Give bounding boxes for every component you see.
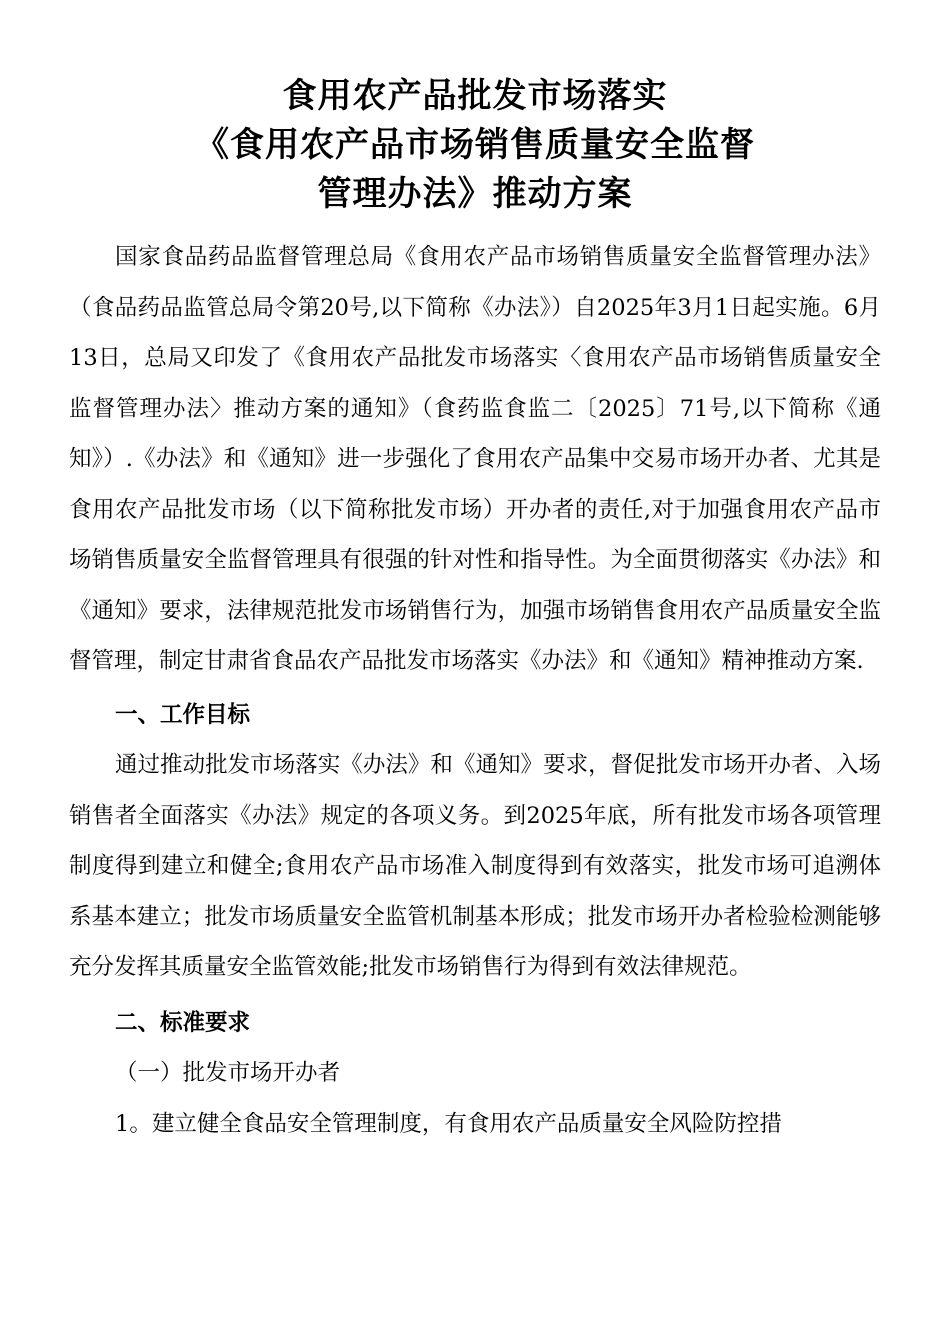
document-title <box>60 72 890 219</box>
title-line-1: 食用农产品批发市场落实 <box>282 76 668 116</box>
document-body <box>69 232 881 1149</box>
title-line-3: 管理办法》推动方案 <box>317 174 633 214</box>
list-item-1: 1。建立健全食品安全管理制度，有食用农产品质量安全风险防控措 <box>115 1110 782 1137</box>
subsection-heading-market-operator: （一）批发市场开办者 <box>115 1060 341 1086</box>
intro-paragraph: 国家食品药品监督管理总局《食用农产品市场销售质量安全监督管理办法》（食品药品监管总局令第20号,以下简称《办法》）自2025年3月1日起实施。6月13日，总局又印发了《食用农产品批发市场落实〈食用农产品市场销售质量安全监督管理办法〉推动方案的通知》（食药监食监二〔2025〕71号,以下简称《通知》）.《办法》和《通知》进一步强化了食用农产品集中交易市场开办者、尤其是食用农产品批发市场（以下简称批发市场）开办者的责任,对于加强食用农产品市场销售质量安全监督管理具有很强的针对性和指导性。为全面贯彻落实《办法》和《通知》要求，法律规范批发市场销售行为，加强市场销售食用农产品质量安全监督管理，制定甘肃省食品农产品批发市场落实《办法》和《通知》精神推动方案. <box>69 244 881 674</box>
section-heading-goals: 一、工作目标 <box>115 701 251 728</box>
title-line-2: 《食用农产品市场销售质量安全监督 <box>195 125 755 165</box>
section-heading-standards: 二、标准要求 <box>115 1009 251 1036</box>
goals-paragraph: 通过推动批发市场落实《办法》和《通知》要求，督促批发市场开办者、入场销售者全面落实《办法》规定的各项义务。到2025年底，所有批发市场各项管理制度得到建立和健全;食用农产品市场准入制度得到有效落实，批发市场可追溯体系基本建立；批发市场质量安全监管机制基本形成；批发市场开办者检验检测能够充分发挥其质量安全监管效能;批发市场销售行为得到有效法律规范。 <box>69 752 881 980</box>
